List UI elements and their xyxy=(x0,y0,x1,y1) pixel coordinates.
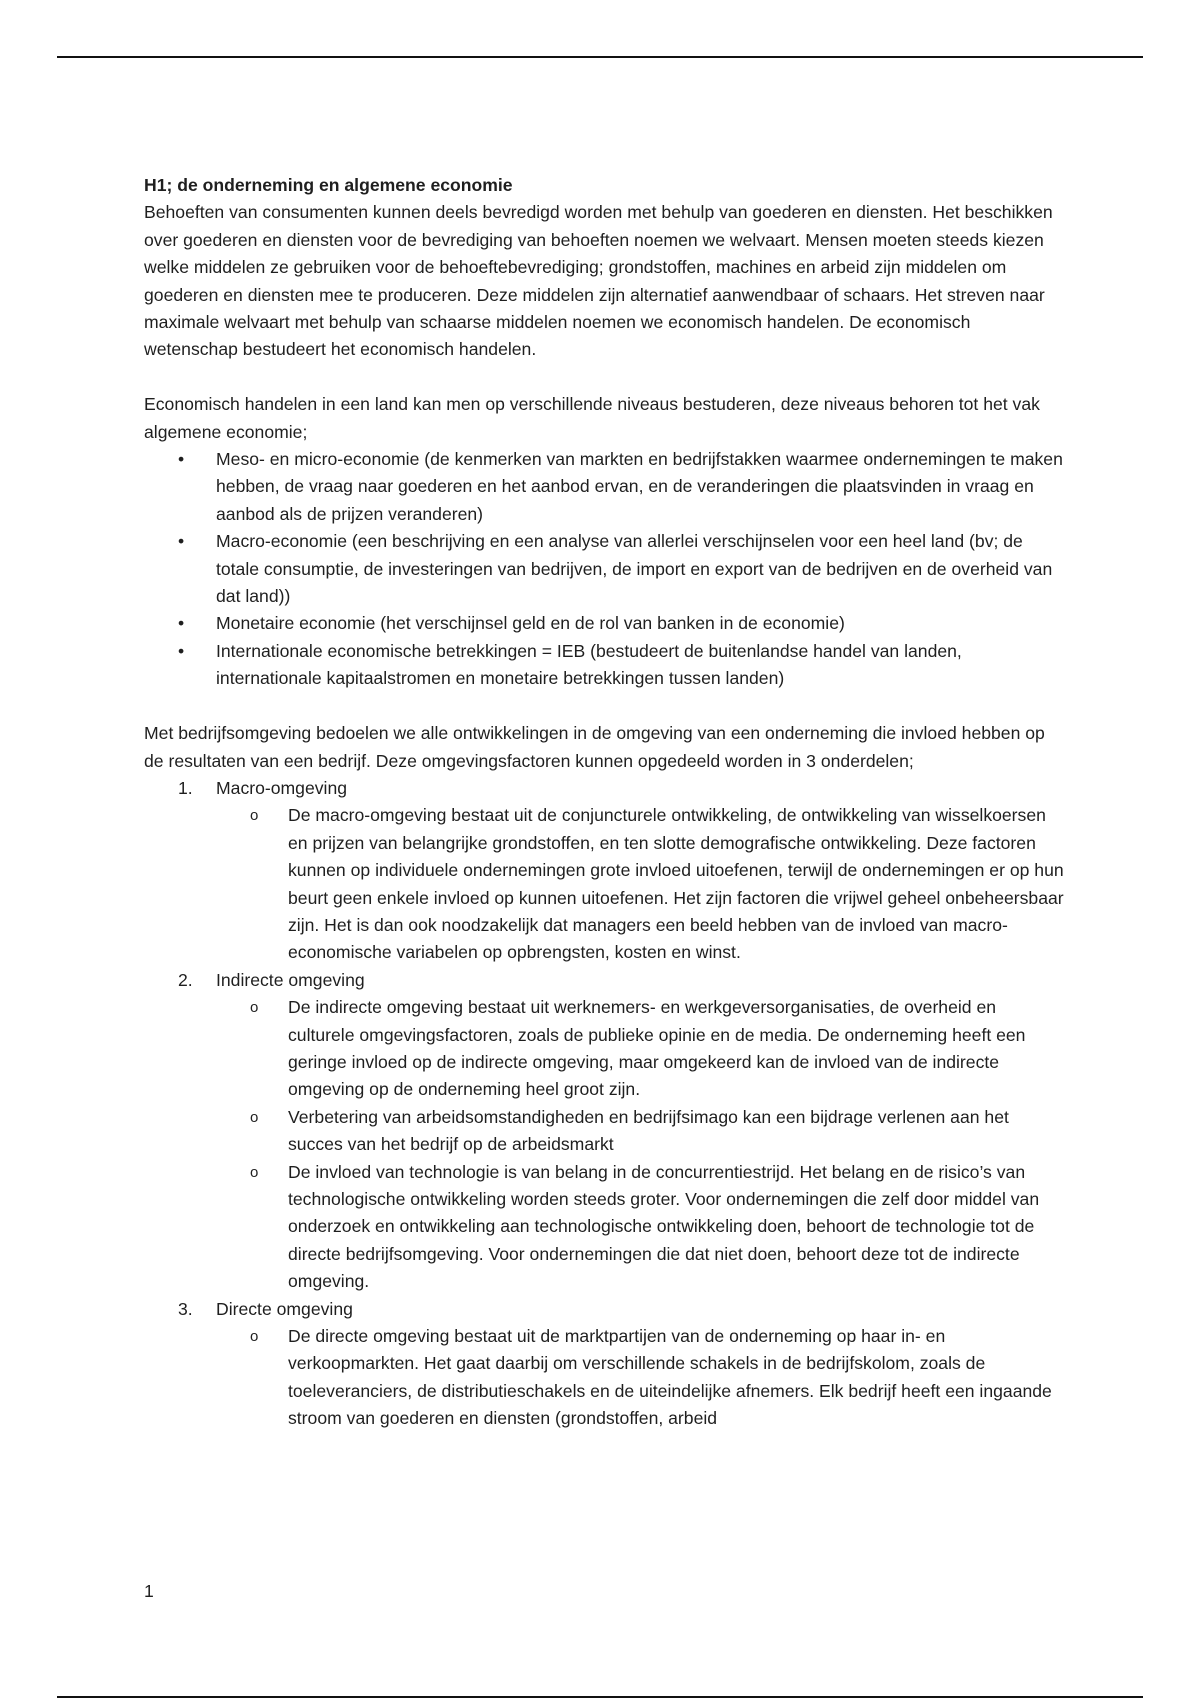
environment-item-indirect xyxy=(144,967,1064,1296)
list-number: 2. xyxy=(178,969,193,990)
intro-paragraph: Behoeften van consumenten kunnen deels bevredigd worden met behulp van goederen en diensten. Het beschikken over goederen en diensten voor de bevrediging van behoeften noemen we welvaart. Mensen moeten steeds kiezen welke middelen ze gebruiken voor de behoeftebevrediging; grondstoffen, machines en arbeid zijn middelen om goederen en diensten mee te produceren. Deze middelen zijn alternatief aanwendbaar of schaars. Het streven naar maximale welvaart met behulp van schaarse middelen noemen we economisch handelen. De economisch wetenschap bestudeert het economisch handelen. xyxy=(144,202,1053,360)
bullet-icon: • xyxy=(178,531,185,552)
circle-bullet-icon: o xyxy=(250,807,259,825)
environments-list xyxy=(144,775,1064,1433)
list-item-text: De invloed van technologie is van belang in de concurrentiestrijd. Het belang en de risico’s van technologische ontwikkeling worden steeds groter. Voor ondernemingen die zelf door middel van onderzoek en ontwikkeling aan technologische ontwikkeling doen, behoort de technologie tot de directe bedrijfsomgeving. Voor ondernemingen die dat niet doen, behoort deze tot de indirecte omgeving. xyxy=(288,1161,1040,1292)
list-item-text: De indirecte omgeving bestaat uit werknemers- en werkgeversorganisaties, de overheid en culturele omgevingsfactoren, zoals de publieke opinie en de media. De onderneming heeft een geringe invloed op de indirecte omgeving, maar omgekeerd kan de invloed van de indirecte omgeving op de onderneming heel groot zijn. xyxy=(288,997,1026,1100)
page-top-rule xyxy=(57,56,1143,58)
list-item-text: Meso- en micro-economie (de kenmerken van markten en bedrijfstakken waarmee ondernemingen te maken hebben, de vraag naar goederen en het aanbod ervan, en de veranderingen die plaatsvinden in vraag en aanbod als de prijzen veranderen) xyxy=(216,449,1063,524)
paragraph-gap xyxy=(144,693,1064,720)
list-item xyxy=(216,994,1064,1104)
list-item xyxy=(144,528,1064,610)
page-bottom-rule xyxy=(57,1696,1143,1698)
list-item xyxy=(144,610,1064,637)
circle-bullet-icon: o xyxy=(250,1163,259,1181)
list-number: 3. xyxy=(178,1298,193,1319)
environment-points xyxy=(216,1323,1064,1433)
environment-item-macro xyxy=(144,775,1064,967)
list-item-text: De macro-omgeving bestaat uit de conjuncturele ontwikkeling, de ontwikkeling van wisselkoersen en prijzen van belangrijke grondstoffen, en ten slotte demografische ontwikkeling. Deze factoren kunnen op individuele ondernemingen grote invloed uitoefenen, terwijl de ondernemingen er op hun beurt geen enkele invloed op kunnen uitoefenen. Het zijn factoren die vrijwel geheel onbeheersbaar zijn. Het is dan ook noodzakelijk dat managers een beeld hebben van de invloed van macro-economische variabelen op opbrengsten, kosten en winst. xyxy=(288,805,1064,963)
environment-points xyxy=(216,802,1064,966)
bullet-icon: • xyxy=(178,613,185,634)
bullet-icon: • xyxy=(178,449,185,470)
list-item xyxy=(216,802,1064,966)
circle-bullet-icon: o xyxy=(250,999,259,1017)
circle-bullet-icon: o xyxy=(250,1328,259,1346)
list-item xyxy=(216,1159,1064,1296)
page-title: H1; de onderneming en algemene economie xyxy=(144,175,513,195)
paragraph-gap xyxy=(144,364,1064,391)
page-number: 1 xyxy=(144,1581,154,1601)
list-item xyxy=(144,446,1064,528)
list-item-text: De directe omgeving bestaat uit de marktpartijen van de onderneming op haar in- en verkoopmarkten. Het gaat daarbij om verschillende schakels in de bedrijfskolom, zoals de toeleveranciers, de distributieschakels en de uiteindelijke afnemers. Elk bedrijf heeft een ingaande stroom van goederen en diensten (grondstoffen, arbeid xyxy=(288,1326,1052,1429)
document-body xyxy=(144,172,1064,1433)
list-item-text: Macro-economie (een beschrijving en een analyse van allerlei verschijnselen voor een heel land (bv; de totale consumptie, de investeringen van bedrijven, de import en export van de bedrijven en de overheid van dat land)) xyxy=(216,531,1053,607)
environment-title: Macro-omgeving xyxy=(216,777,348,798)
environment-title: Directe omgeving xyxy=(216,1298,353,1319)
list-number: 1. xyxy=(178,777,193,798)
levels-list xyxy=(144,446,1064,693)
list-item xyxy=(216,1323,1064,1433)
environment-points xyxy=(216,994,1064,1295)
environment-item-direct xyxy=(144,1296,1064,1433)
bullet-icon: • xyxy=(178,640,185,661)
list-item-text: Internationale economische betrekkingen = IEB (bestudeert de buitenlandse handel van landen, internationale kapitaalstromen en monetaire betrekkingen tussen landen) xyxy=(216,640,962,689)
list-item xyxy=(216,1104,1064,1159)
list-item-text: Verbetering van arbeidsomstandigheden en bedrijfsimago kan een bijdrage verlenen aan het succes van het bedrijf op de arbeidsmarkt xyxy=(288,1106,1009,1155)
circle-bullet-icon: o xyxy=(250,1108,259,1126)
list-item xyxy=(144,638,1064,693)
list-item-text: Monetaire economie (het verschijnsel geld en de rol van banken in de economie) xyxy=(216,613,845,634)
levels-paragraph: Economisch handelen in een land kan men op verschillende niveaus bestuderen, deze niveaus behoren tot het vak algemene economie; xyxy=(144,394,1040,442)
environment-paragraph: Met bedrijfsomgeving bedoelen we alle ontwikkelingen in de omgeving van een onderneming die invloed hebben op de resultaten van een bedrijf. Deze omgevingsfactoren kunnen opgedeeld worden in 3 onderdelen; xyxy=(144,723,1045,771)
environment-title: Indirecte omgeving xyxy=(216,969,365,990)
